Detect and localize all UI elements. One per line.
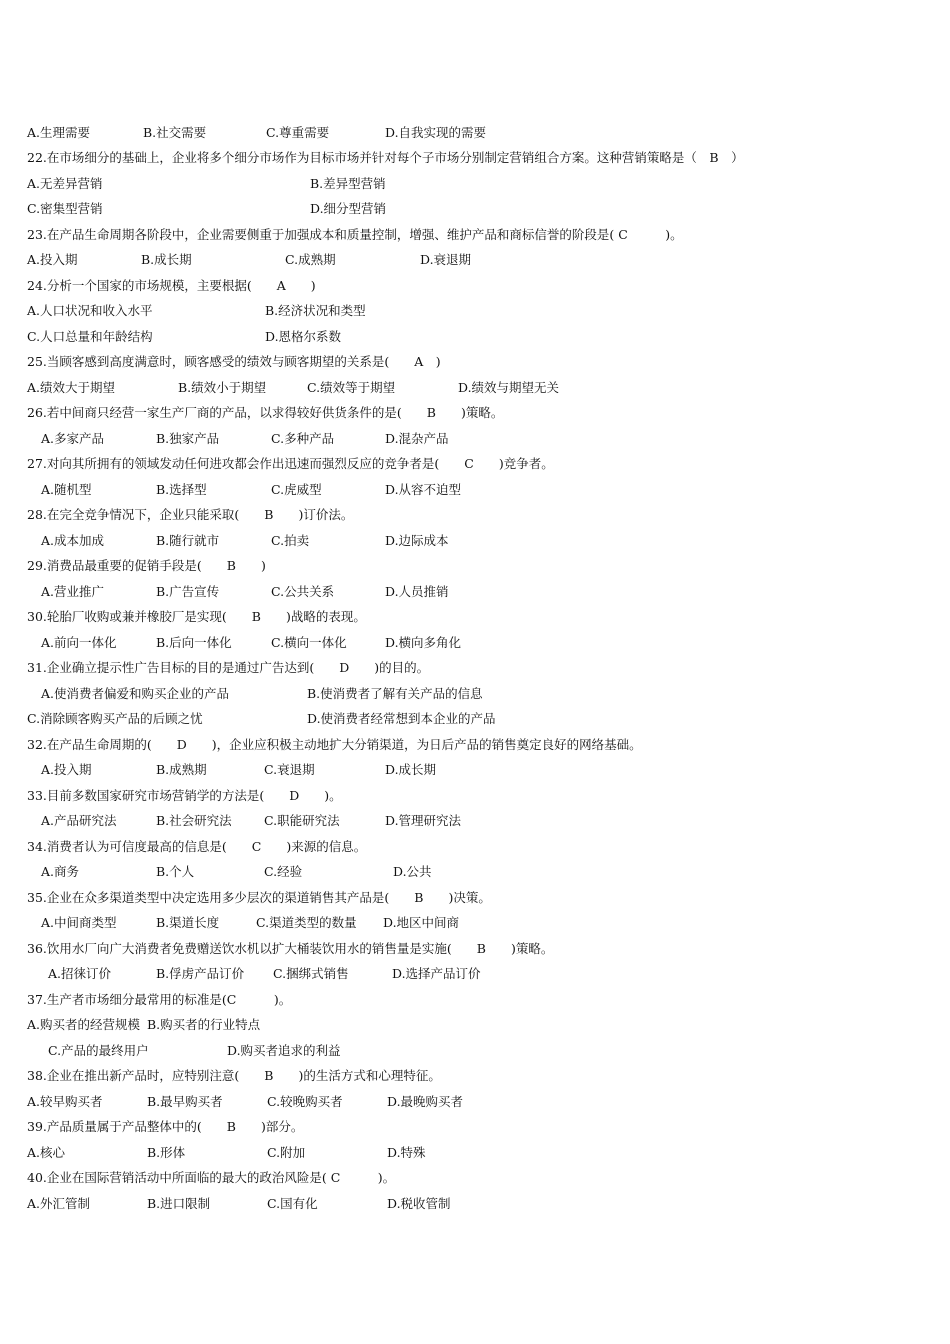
option-text: D.使消费者经常想到本企业的产品 (307, 711, 496, 726)
option-text: C.公共关系 (271, 584, 335, 599)
option-text: D.恩格尔系数 (265, 329, 342, 344)
question-text: 25.当顾客感到高度满意时，顾客感受的绩效与顾客期望的关系是( A ) (27, 354, 441, 369)
option-text: A.生理需要 (27, 125, 91, 140)
option-text: B.独家产品 (156, 431, 220, 446)
question-text: 33.目前多数国家研究市场营销学的方法是( D )。 (27, 788, 342, 803)
question-text: 26.若中间商只经营一家生产厂商的产品，以求得较好供货条件的是( B )策略。 (27, 405, 504, 420)
option-text: C.经验 (264, 864, 303, 879)
question-text: 29.消费品最重要的促销手段是( B ) (27, 558, 266, 573)
option-text: C.绩效等于期望 (307, 380, 396, 395)
option-text: C.拍卖 (271, 533, 310, 548)
option-text: A.商务 (41, 864, 80, 879)
option-text: D.选择产品订价 (392, 966, 481, 981)
option-text: A.营业推广 (41, 584, 105, 599)
option-text: C.捆绑式销售 (273, 966, 349, 981)
option-text: A.绩效大于期望 (27, 380, 116, 395)
option-text: B.渠道长度 (156, 915, 220, 930)
option-text: D.横向多角化 (385, 635, 462, 650)
option-text: B.最早购买者 (147, 1094, 223, 1109)
option-text: D.自我实现的需要 (385, 125, 487, 140)
option-text: A.人口状况和收入水平 (27, 303, 153, 318)
option-text: D.人员推销 (385, 584, 449, 599)
question-text: 30.轮胎厂收购或兼并橡胶厂是实现( B )战略的表现。 (27, 609, 366, 624)
option-text: D.细分型营销 (310, 201, 387, 216)
option-text: A.招徕订价 (48, 966, 112, 981)
option-text: B.俘虏产品订价 (156, 966, 245, 981)
question-text: 34.消费者认为可信度最高的信息是( C )来源的信息。 (27, 839, 367, 854)
question-text: 38.企业在推出新产品时，应特别注意( B )的生活方式和心理特征。 (27, 1068, 441, 1083)
option-text: A.投入期 (27, 252, 78, 267)
option-text: D.最晚购买者 (387, 1094, 464, 1109)
option-text: B.随行就市 (156, 533, 220, 548)
option-text: D.边际成本 (385, 533, 449, 548)
option-text: D.管理研究法 (385, 813, 462, 828)
option-text: A.无差异营销 (27, 176, 103, 191)
option-text: C.职能研究法 (264, 813, 340, 828)
option-text: C.衰退期 (264, 762, 315, 777)
option-text: B.购买者的行业特点 (147, 1017, 261, 1032)
option-text: D.特殊 (387, 1145, 426, 1160)
option-text: D.混杂产品 (385, 431, 449, 446)
option-text: C.尊重需要 (266, 125, 330, 140)
option-text: A.外汇管制 (27, 1196, 91, 1211)
option-text: B.个人 (156, 864, 195, 879)
option-text: D.税收管制 (387, 1196, 451, 1211)
question-text: 24.分析一个国家的市场规模，主要根据( A ) (27, 278, 316, 293)
option-text: B.成熟期 (156, 762, 207, 777)
option-text: C.密集型营销 (27, 201, 103, 216)
question-text: 39.产品质量属于产品整体中的( B )部分。 (27, 1119, 304, 1134)
option-text: A.成本加成 (41, 533, 105, 548)
option-text: B.使消费者了解有关产品的信息 (307, 686, 483, 701)
option-text: C.附加 (267, 1145, 306, 1160)
option-text: A.使消费者偏爱和购买企业的产品 (41, 686, 230, 701)
question-text: 27.对向其所拥有的领域发动任何进攻都会作出迅速而强烈反应的竞争者是( C )竞争者。 (27, 456, 554, 471)
option-text: A.投入期 (41, 762, 92, 777)
question-text: 40.企业在国际营销活动中所面临的最大的政治风险是( C )。 (27, 1170, 396, 1185)
option-text: D.成长期 (385, 762, 437, 777)
option-text: B.社会研究法 (156, 813, 232, 828)
option-text: B.广告宣传 (156, 584, 220, 599)
option-text: C.较晚购买者 (267, 1094, 343, 1109)
option-text: C.虎威型 (271, 482, 322, 497)
option-text: B.形体 (147, 1145, 186, 1160)
option-text: C.人口总量和年龄结构 (27, 329, 153, 344)
option-text: A.购买者的经营规模 (27, 1017, 141, 1032)
option-text: A.中间商类型 (41, 915, 117, 930)
option-text: D.公共 (393, 864, 432, 879)
option-text: C.渠道类型的数量 (256, 915, 357, 930)
option-text: D.从容不迫型 (385, 482, 462, 497)
option-text: B.进口限制 (147, 1196, 211, 1211)
question-text: 36.饮用水厂向广大消费者免费赠送饮水机以扩大桶装饮用水的销售量是实施( B )策略。 (27, 941, 554, 956)
option-text: D.绩效与期望无关 (458, 380, 560, 395)
question-text: 28.在完全竞争情况下，企业只能采取( B )订价法。 (27, 507, 354, 522)
option-text: B.成长期 (141, 252, 192, 267)
question-text: 31.企业确立提示性广告目标的目的是通过广告达到( D )的目的。 (27, 660, 430, 675)
question-text: 23.在产品生命周期各阶段中，企业需要侧重于加强成本和质量控制，增强、维护产品和商标信誉的阶段是( C )。 (27, 227, 683, 242)
option-text: D.购买者追求的利益 (227, 1043, 341, 1058)
option-text: C.消除顾客购买产品的后顾之忧 (27, 711, 203, 726)
question-text: 37.生产者市场细分最常用的标准是(C )。 (27, 992, 292, 1007)
option-text: C.横向一体化 (271, 635, 347, 650)
option-text: B.选择型 (156, 482, 207, 497)
option-text: C.多种产品 (271, 431, 335, 446)
option-text: B.后向一体化 (156, 635, 232, 650)
option-text: D.地区中间商 (383, 915, 460, 930)
option-text: C.国有化 (267, 1196, 318, 1211)
question-text: 32.在产品生命周期的( D )，企业应积极主动地扩大分销渠道，为日后产品的销售奠定良好的网络基础。 (27, 737, 642, 752)
option-text: B.绩效小于期望 (178, 380, 267, 395)
question-text: 35.企业在众多渠道类型中决定选用多少层次的渠道销售其产品是( B )决策。 (27, 890, 491, 905)
question-text: 22.在市场细分的基础上，企业将多个细分市场作为目标市场并针对每个子市场分别制定营销组合方案。这种营销策略是（ B ） (27, 150, 744, 165)
option-text: A.多家产品 (41, 431, 105, 446)
option-text: B.经济状况和类型 (265, 303, 366, 318)
option-text: B.差异型营销 (310, 176, 386, 191)
option-text: A.前向一体化 (41, 635, 117, 650)
option-text: C.产品的最终用户 (48, 1043, 149, 1058)
option-text: D.衰退期 (420, 252, 472, 267)
option-text: B.社交需要 (143, 125, 207, 140)
option-text: A.产品研究法 (41, 813, 117, 828)
option-text: A.随机型 (41, 482, 92, 497)
option-text: A.较早购买者 (27, 1094, 103, 1109)
option-text: A.核心 (27, 1145, 66, 1160)
option-text: C.成熟期 (285, 252, 336, 267)
